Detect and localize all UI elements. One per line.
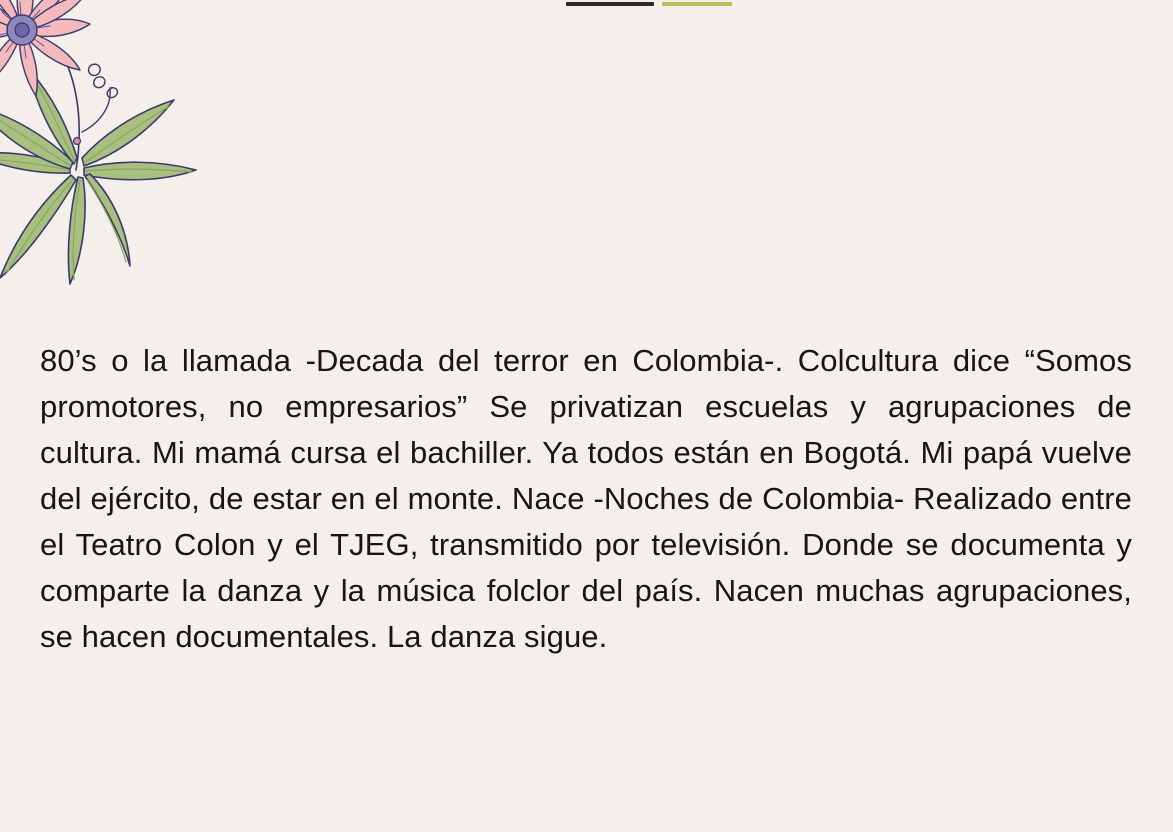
top-cropped-header-marks [566,0,736,6]
passionflower-illustration [0,0,240,312]
slide-body [40,338,1132,660]
header-dark-segment [566,2,654,6]
header-olive-segment [662,2,732,6]
slide-paragraph: 80’s o la llamada -Decada del terror en Colombia-. Colcultura dice “Somos promotores, no empresarios” Se privatizan escuelas y agrupaciones de cultura. Mi mamá cursa el bachiller. Ya todos están en Bogotá. Mi papá vuelve del ejército, de estar en el monte. Nace -Noches de Colombia- Realizado entre el Teatro Colon y el TJEG, transmitido por televisión. Donde se documenta y comparte la danza y la música folclor del país. Nacen muchas agrupaciones, se hacen documentales. La danza sigue. [40,343,1132,654]
